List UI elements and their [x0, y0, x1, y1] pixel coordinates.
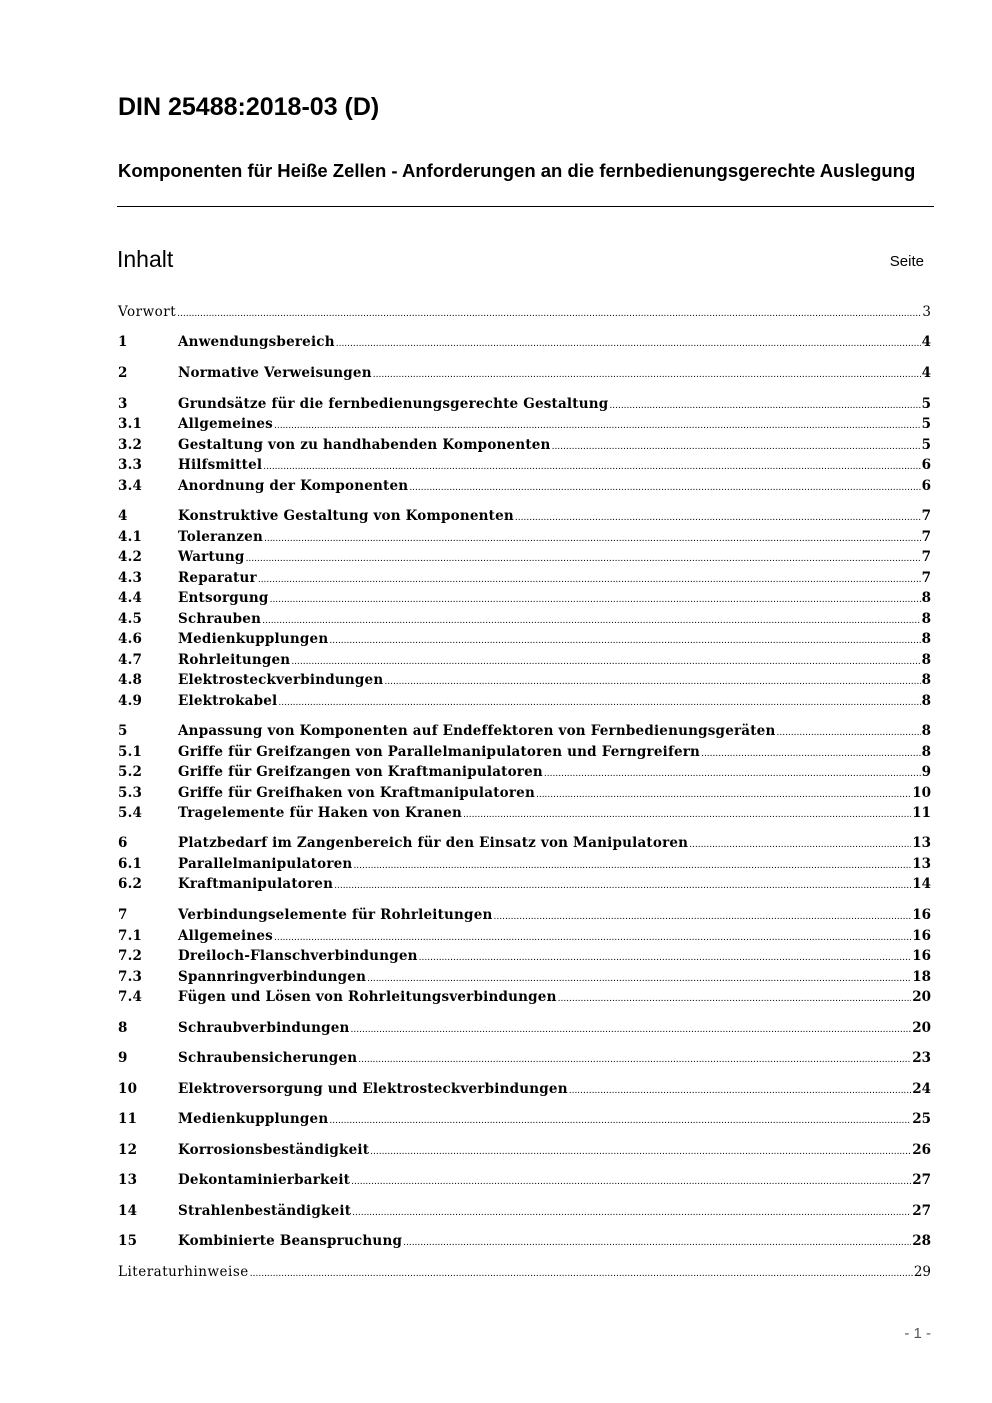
toc-entry-title: Toleranzen — [178, 529, 263, 545]
toc-entry-page: 10 — [912, 785, 931, 801]
toc-entry-page: 7 — [921, 508, 931, 524]
toc-entry[interactable] — [118, 742, 931, 762]
toc-entry[interactable] — [118, 435, 931, 455]
toc-dot-leader — [291, 652, 920, 672]
toc-entry[interactable] — [118, 476, 931, 496]
toc-dot-leader — [569, 1081, 911, 1101]
toc-entry-title: Anpassung von Komponenten auf Endeffektoren von Fernbedienungsgeräten — [178, 723, 776, 739]
toc-entry[interactable] — [118, 414, 931, 434]
toc-dot-leader — [358, 1050, 911, 1070]
toc-entry-page: 8 — [921, 744, 931, 760]
toc-dot-leader — [274, 416, 921, 436]
toc-entry-number: 12 — [118, 1142, 138, 1158]
toc-entry-page: 13 — [912, 835, 931, 851]
toc-entry[interactable] — [118, 854, 931, 874]
toc-dot-leader — [336, 334, 921, 354]
toc-entry-page: 5 — [921, 396, 931, 412]
toc-entry-number: 4.4 — [118, 590, 143, 606]
toc-entry-number: 2 — [118, 365, 128, 381]
toc-dot-leader — [274, 928, 911, 948]
toc-entry-page: 7 — [921, 570, 931, 586]
toc-entry-page: 7 — [921, 529, 931, 545]
toc-entry-number: 5 — [118, 723, 128, 739]
toc-entry-page: 27 — [912, 1203, 931, 1219]
toc-entry-number: 10 — [118, 1081, 138, 1097]
toc-entry-page: 24 — [912, 1081, 931, 1097]
toc-entry-title: Medienkupplungen — [178, 1111, 329, 1127]
toc-dot-leader — [270, 590, 921, 610]
toc-entry-number: 4.6 — [118, 631, 143, 647]
toc-entry-page: 25 — [912, 1111, 931, 1127]
toc-dot-leader — [701, 744, 921, 764]
toc-entry-number: 4.7 — [118, 652, 143, 668]
toc-entry-title: Gestaltung von zu handhabenden Komponenten — [178, 437, 551, 453]
toc-entry-title: Anwendungsbereich — [178, 334, 335, 350]
toc-entry-number: 3.2 — [118, 437, 143, 453]
toc-entry-number: 8 — [118, 1020, 128, 1036]
toc-entry-number: 5.1 — [118, 744, 143, 760]
toc-dot-leader — [263, 457, 920, 477]
toc-entry[interactable] — [118, 302, 931, 322]
toc-entry-page: 14 — [912, 876, 931, 892]
toc-entry-number: 7.2 — [118, 948, 143, 964]
toc-entry-page: 8 — [921, 631, 931, 647]
toc-entry-number: 3.4 — [118, 478, 143, 494]
toc-entry-page: 4 — [921, 334, 931, 350]
toc-entry-page: 16 — [912, 928, 931, 944]
toc-entry[interactable] — [118, 691, 931, 711]
toc-entry-title: Reparatur — [178, 570, 257, 586]
toc-entry-title: Normative Verweisungen — [178, 365, 372, 381]
toc-entry[interactable] — [118, 946, 931, 966]
page-number: - 1 - — [904, 1325, 931, 1342]
toc-entry-number: 6 — [118, 835, 128, 851]
toc-dot-leader — [351, 1020, 912, 1040]
toc-dot-leader — [558, 989, 912, 1009]
toc-dot-leader — [278, 693, 920, 713]
toc-entry[interactable] — [118, 588, 931, 608]
toc-dot-leader — [367, 969, 911, 989]
toc-entry-page: 23 — [912, 1050, 931, 1066]
toc-entry-title: Tragelemente für Haken von Kranen — [178, 805, 463, 821]
toc-entry[interactable] — [118, 874, 931, 894]
toc-entry-page: 29 — [913, 1264, 931, 1280]
toc-entry[interactable] — [118, 721, 931, 741]
toc-entry-page: 5 — [921, 437, 931, 453]
toc-entry-title: Griffe für Greifhaken von Kraftmanipulatoren — [178, 785, 535, 801]
toc-entry[interactable] — [118, 609, 931, 629]
toc-entry[interactable] — [118, 1048, 931, 1068]
toc-entry[interactable] — [118, 803, 931, 823]
toc-dot-leader — [609, 396, 920, 416]
toc-entry-page: 6 — [921, 478, 931, 494]
toc-dot-leader — [250, 1264, 913, 1284]
toc-entry[interactable] — [118, 1140, 931, 1160]
toc-entry[interactable] — [118, 527, 931, 547]
toc-entry-title: Allgemeines — [178, 928, 273, 944]
toc-entry-title: Grundsätze für die fernbedienungsgerechte Gestaltung — [178, 396, 609, 412]
toc-entry-number: 7 — [118, 907, 128, 923]
toc-entry-title: Spannringverbindungen — [178, 969, 367, 985]
toc-entry-title: Griffe für Greifzangen von Kraftmanipulatoren — [178, 764, 543, 780]
toc-entry-number: 9 — [118, 1050, 128, 1066]
toc-entry-page: 18 — [912, 969, 931, 985]
toc-entry-page: 9 — [921, 764, 931, 780]
toc-entry[interactable] — [118, 987, 931, 1007]
toc-entry[interactable] — [118, 629, 931, 649]
toc-entry-title: Elektrokabel — [178, 693, 278, 709]
toc-entry-number: 3 — [118, 396, 128, 412]
toc-entry-number: 6.1 — [118, 856, 143, 872]
document-subtitle: Komponenten für Heiße Zellen - Anforderungen an die fernbedienungsgerechte Auslegung — [118, 160, 916, 181]
toc-entry-title: Verbindungselemente für Rohrleitungen — [178, 907, 493, 923]
toc-entry-number: 7.1 — [118, 928, 143, 944]
toc-entry-number: 4.2 — [118, 549, 143, 565]
toc-entry-page: 4 — [921, 365, 931, 381]
toc-entry-page: 3 — [922, 304, 931, 320]
toc-entry-number: 11 — [118, 1111, 138, 1127]
toc-entry-page: 8 — [921, 693, 931, 709]
toc-entry-number: 5.4 — [118, 805, 143, 821]
toc-entry-page: 8 — [921, 672, 931, 688]
toc-dot-leader — [384, 672, 920, 692]
toc-entry[interactable] — [118, 1231, 931, 1251]
toc-entry-page: 6 — [921, 457, 931, 473]
toc-dot-leader — [515, 508, 921, 528]
toc-entry-title: Literaturhinweise — [118, 1264, 249, 1280]
toc-dot-leader — [246, 549, 921, 569]
toc-entry-title: Strahlenbeständigkeit — [178, 1203, 352, 1219]
toc-dot-leader — [351, 1172, 911, 1192]
toc-entry[interactable] — [118, 1262, 931, 1282]
toc-entry-number: 4.1 — [118, 529, 143, 545]
toc-dot-leader — [329, 1111, 911, 1131]
toc-heading: Inhalt — [117, 246, 174, 272]
toc-entry[interactable] — [118, 1079, 931, 1099]
toc-dot-leader — [177, 304, 921, 324]
toc-entry[interactable] — [118, 762, 931, 782]
toc-entry-title: Kombinierte Beanspruchung — [178, 1233, 403, 1249]
toc-entry-title: Dreiloch-Flanschverbindungen — [178, 948, 418, 964]
toc-entry-number: 4.9 — [118, 693, 143, 709]
toc-entry-title: Dekontaminierbarkeit — [178, 1172, 351, 1188]
toc-entry-number: 5.3 — [118, 785, 143, 801]
subtitle-divider — [117, 206, 934, 207]
toc-entry[interactable] — [118, 905, 931, 925]
toc-entry-title: Korrosionsbeständigkeit — [178, 1142, 370, 1158]
toc-entry-title: Medienkupplungen — [178, 631, 329, 647]
toc-entry-page: 20 — [912, 1020, 931, 1036]
toc-dot-leader — [536, 785, 911, 805]
toc-entry-number: 5.2 — [118, 764, 143, 780]
toc-entry-page: 8 — [921, 723, 931, 739]
toc-entry-title: Griffe für Greifzangen von Parallelmanipulatoren und Ferngreifern — [178, 744, 701, 760]
toc-entry[interactable] — [118, 783, 931, 803]
toc-entry-title: Elektroversorgung und Elektrosteckverbindungen — [178, 1081, 568, 1097]
toc-entry[interactable] — [118, 394, 931, 414]
toc-entry-title: Entsorgung — [178, 590, 269, 606]
toc-dot-leader — [552, 437, 921, 457]
toc-entry-title: Kraftmanipulatoren — [178, 876, 334, 892]
toc-entry-number: 3.3 — [118, 457, 143, 473]
toc-entry-title: Allgemeines — [178, 416, 273, 432]
toc-dot-leader — [463, 805, 911, 825]
toc-entry-page: 8 — [921, 590, 931, 606]
toc-entry[interactable] — [118, 833, 931, 853]
toc-entry-title: Schraubensicherungen — [178, 1050, 358, 1066]
toc-entry-number: 4 — [118, 508, 128, 524]
toc-entry[interactable] — [118, 926, 931, 946]
toc-entry-page: 27 — [912, 1172, 931, 1188]
toc-entry-number: 4.5 — [118, 611, 143, 627]
toc-entry-page: 8 — [921, 652, 931, 668]
toc-entry[interactable] — [118, 1201, 931, 1221]
toc-entry-number: 7.3 — [118, 969, 143, 985]
toc-entry-title: Fügen und Lösen von Rohrleitungsverbindungen — [178, 989, 557, 1005]
toc-dot-leader — [353, 856, 911, 876]
toc-entry-page: 8 — [921, 611, 931, 627]
toc-entry-number: 15 — [118, 1233, 138, 1249]
toc-entry[interactable] — [118, 547, 931, 567]
toc-entry-number: 14 — [118, 1203, 138, 1219]
toc-dot-leader — [352, 1203, 911, 1223]
toc-entry[interactable] — [118, 506, 931, 526]
toc-entry-page: 20 — [912, 989, 931, 1005]
toc-entry-page: 26 — [912, 1142, 931, 1158]
toc-entry-number: 13 — [118, 1172, 138, 1188]
toc-entry-number: 4.8 — [118, 672, 143, 688]
toc-entry-title: Vorwort — [118, 304, 177, 320]
toc-dot-leader — [776, 723, 920, 743]
toc-entry[interactable] — [118, 967, 931, 987]
document-title: DIN 25488:2018-03 (D) — [118, 93, 380, 121]
toc-entry[interactable] — [118, 670, 931, 690]
toc-entry[interactable] — [118, 1109, 931, 1129]
toc-dot-leader — [334, 876, 911, 896]
toc-entry-page: 28 — [912, 1233, 931, 1249]
toc-entry-page: 13 — [912, 856, 931, 872]
toc-dot-leader — [689, 835, 911, 855]
toc-entry-page: 5 — [921, 416, 931, 432]
toc-entry[interactable] — [118, 650, 931, 670]
toc-dot-leader — [544, 764, 921, 784]
toc-entry-number: 3.1 — [118, 416, 143, 432]
toc-entry-number: 6.2 — [118, 876, 143, 892]
page-column-label: Seite — [889, 253, 924, 270]
toc-entry-title: Wartung — [178, 549, 245, 565]
toc-entry-title: Platzbedarf im Zangenbereich für den Einsatz von Manipulatoren — [178, 835, 689, 851]
toc-entry[interactable] — [118, 1170, 931, 1190]
toc-entry-title: Elektrosteckverbindungen — [178, 672, 384, 688]
toc-dot-leader — [494, 907, 912, 927]
toc-dot-leader — [373, 365, 921, 385]
toc-dot-leader — [262, 611, 920, 631]
toc-dot-leader — [329, 631, 920, 651]
toc-entry-title: Konstruktive Gestaltung von Komponenten — [178, 508, 514, 524]
toc-entry[interactable] — [118, 455, 931, 475]
toc-dot-leader — [264, 529, 921, 549]
toc-dot-leader — [403, 1233, 911, 1253]
toc-entry[interactable] — [118, 568, 931, 588]
toc-entry-page: 16 — [912, 907, 931, 923]
toc-entry[interactable] — [118, 332, 931, 352]
toc-dot-leader — [419, 948, 912, 968]
toc-entry-page: 16 — [912, 948, 931, 964]
toc-dot-leader — [258, 570, 921, 590]
toc-entry-title: Hilfsmittel — [178, 457, 263, 473]
toc-entry-title: Parallelmanipulatoren — [178, 856, 353, 872]
toc-entry-title: Schrauben — [178, 611, 262, 627]
toc-entry-page: 11 — [912, 805, 931, 821]
toc-entry-number: 4.3 — [118, 570, 143, 586]
toc-entry-title: Rohrleitungen — [178, 652, 291, 668]
toc-dot-leader — [409, 478, 920, 498]
toc-entry-title: Anordnung der Komponenten — [178, 478, 409, 494]
toc-entry-page: 7 — [921, 549, 931, 565]
toc-entry-title: Schraubverbindungen — [178, 1020, 350, 1036]
toc-entry[interactable] — [118, 1018, 931, 1038]
toc-entry-number: 1 — [118, 334, 128, 350]
toc-entry[interactable] — [118, 363, 931, 383]
toc-dot-leader — [370, 1142, 911, 1162]
toc-entry-number: 7.4 — [118, 989, 143, 1005]
